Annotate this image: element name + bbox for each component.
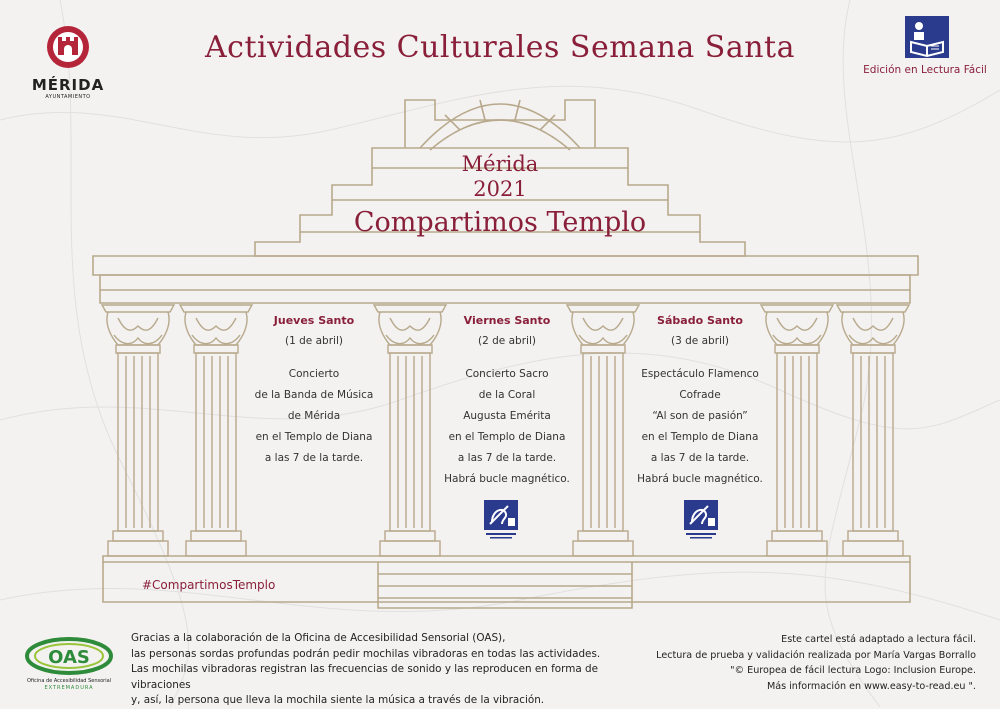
footer-left-line: Gracias a la colaboración de la Oficina de Accesibilidad Sensorial (OAS), (131, 632, 506, 644)
hashtag: #CompartimosTemplo (142, 578, 276, 592)
oas-logo-name: OAS (48, 647, 90, 668)
event-line: de la Banda de Música (254, 389, 374, 401)
event-jueves (229, 310, 399, 469)
footer-left-line: las personas sordas profundas podrán pedir mochilas vibradoras en todas las actividades. (131, 647, 601, 660)
event-line: de Mérida (287, 410, 341, 422)
page-title: Actividades Culturales Semana Santa (205, 30, 795, 65)
pediment-city: Mérida (461, 152, 539, 176)
event-line: Espectáculo Flamenco (641, 368, 759, 380)
easy-read-label: Edición en Lectura Fácil (863, 64, 987, 76)
event-viernes (422, 310, 592, 490)
event-line: “Al son de pasión” (652, 410, 748, 422)
event-line: a las 7 de la tarde. (264, 452, 364, 464)
oas-logo-sub2: EXTREMADURA (44, 685, 94, 691)
pediment-slogan: Compartimos Templo (353, 207, 647, 238)
event-line: Cofrade (679, 389, 721, 401)
oas-logo-sub1: Oficina de Accesibilidad Sensorial (26, 678, 112, 684)
event-line: Augusta Emérita (463, 410, 551, 422)
event-line: en el Templo de Diana (641, 431, 759, 443)
event-date: (1 de abril) (285, 335, 343, 347)
event-day: Viernes Santo (463, 314, 551, 327)
footer-right-line: Lectura de prueba y validación realizada por María Vargas Borrallo (656, 649, 976, 661)
column (102, 305, 174, 556)
footer-left-line: Las mochilas vibradoras registran las frecuencias de sonido y las reproducen en forma de vibraciones (131, 663, 599, 691)
event-line: en el Templo de Diana (255, 431, 373, 443)
oas-logo (22, 636, 116, 692)
event-line: a las 7 de la tarde. (457, 452, 557, 464)
pediment-year: 2021 (473, 177, 527, 201)
column (837, 305, 909, 556)
hearing-loop-icon (484, 500, 518, 540)
event-line: Habrá bucle magnético. (637, 473, 763, 485)
event-line: a las 7 de la tarde. (650, 452, 750, 464)
event-line: Concierto Sacro (465, 368, 549, 380)
footer-accessibility-note (131, 631, 651, 709)
footer-right-line: "© Europea de fácil lectura Logo: Inclusion Europe. (730, 665, 976, 676)
footer-easy-read-note (620, 632, 976, 694)
merida-logo-sub: AYUNTAMIENTO (45, 94, 91, 100)
event-date: (3 de abril) (671, 335, 729, 347)
footer-right-line: Más información en www.easy-to-read.eu ". (766, 680, 976, 692)
event-line: en el Templo de Diana (448, 431, 566, 443)
footer-left-line: y, así, la persona que lleva la mochila siente la música a través de la vibración. (131, 694, 545, 706)
event-date: (2 de abril) (478, 335, 536, 347)
hearing-loop-icon (684, 500, 718, 540)
footer-right-line: Este cartel está adaptado a lectura fácil. (781, 634, 976, 645)
event-line: Habrá bucle magnético. (444, 473, 570, 485)
event-day: Sábado Santo (657, 314, 743, 327)
event-line: Concierto (288, 368, 340, 380)
event-day: Jueves Santo (273, 314, 355, 327)
event-line: de la Coral (478, 389, 536, 401)
event-sabado (615, 310, 785, 490)
merida-logo-name: MÉRIDA (31, 76, 105, 94)
